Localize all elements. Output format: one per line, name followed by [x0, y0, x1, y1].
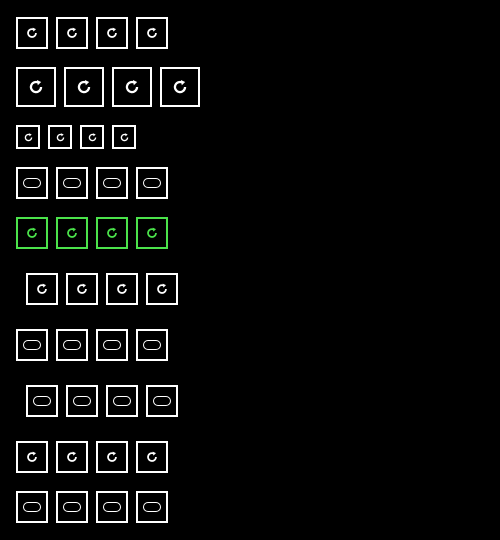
- pill-icon: [113, 396, 131, 406]
- pill-button[interactable]: [56, 329, 88, 361]
- pill-button[interactable]: [16, 167, 48, 199]
- refresh-button[interactable]: [66, 273, 98, 305]
- refresh-icon: [119, 132, 130, 143]
- pill-button[interactable]: [16, 491, 48, 523]
- pill-icon: [143, 502, 161, 512]
- pill-row-10: [16, 491, 176, 523]
- pill-icon: [143, 340, 161, 350]
- refresh-button[interactable]: [80, 125, 104, 149]
- refresh-row-6-indented: [26, 273, 186, 305]
- refresh-icon: [75, 282, 89, 296]
- pill-icon: [73, 396, 91, 406]
- pill-row-8-indented: [26, 385, 186, 417]
- refresh-button[interactable]: [56, 17, 88, 49]
- refresh-button[interactable]: [16, 441, 48, 473]
- refresh-button[interactable]: [136, 17, 168, 49]
- refresh-button[interactable]: [16, 67, 56, 107]
- refresh-row-1: [16, 17, 176, 49]
- refresh-row-3-small: [16, 125, 144, 149]
- pill-icon: [23, 178, 41, 188]
- refresh-icon: [65, 450, 79, 464]
- pill-button[interactable]: [96, 491, 128, 523]
- refresh-icon: [105, 226, 119, 240]
- refresh-button[interactable]: [56, 441, 88, 473]
- pill-button[interactable]: [16, 329, 48, 361]
- pill-icon: [103, 178, 121, 188]
- refresh-button-highlighted[interactable]: [96, 217, 128, 249]
- refresh-button[interactable]: [16, 125, 40, 149]
- refresh-icon: [155, 282, 169, 296]
- pill-icon: [103, 340, 121, 350]
- pill-icon: [143, 178, 161, 188]
- pill-icon: [63, 178, 81, 188]
- pill-button[interactable]: [56, 491, 88, 523]
- pill-button[interactable]: [96, 167, 128, 199]
- pill-icon: [33, 396, 51, 406]
- pill-icon: [63, 502, 81, 512]
- pill-icon: [63, 340, 81, 350]
- pill-button[interactable]: [56, 167, 88, 199]
- refresh-icon: [23, 132, 34, 143]
- refresh-icon: [25, 26, 39, 40]
- refresh-row-2-large: [16, 67, 208, 107]
- pill-icon: [23, 502, 41, 512]
- pill-button[interactable]: [136, 167, 168, 199]
- refresh-icon: [87, 132, 98, 143]
- refresh-icon: [35, 282, 49, 296]
- pill-button[interactable]: [66, 385, 98, 417]
- refresh-button[interactable]: [136, 441, 168, 473]
- pill-icon: [153, 396, 171, 406]
- refresh-icon: [65, 226, 79, 240]
- refresh-icon: [105, 26, 119, 40]
- refresh-icon: [65, 26, 79, 40]
- refresh-icon: [145, 26, 159, 40]
- pill-button[interactable]: [146, 385, 178, 417]
- pill-row-7: [16, 329, 176, 361]
- refresh-button[interactable]: [112, 125, 136, 149]
- refresh-icon: [75, 78, 93, 96]
- refresh-button[interactable]: [160, 67, 200, 107]
- refresh-icon: [145, 226, 159, 240]
- refresh-icon: [25, 450, 39, 464]
- refresh-button-highlighted[interactable]: [136, 217, 168, 249]
- refresh-button-highlighted[interactable]: [56, 217, 88, 249]
- pill-button[interactable]: [96, 329, 128, 361]
- refresh-icon: [27, 78, 45, 96]
- refresh-button[interactable]: [106, 273, 138, 305]
- pill-button[interactable]: [136, 329, 168, 361]
- refresh-icon: [123, 78, 141, 96]
- refresh-icon: [25, 226, 39, 240]
- refresh-button[interactable]: [26, 273, 58, 305]
- refresh-icon: [105, 450, 119, 464]
- refresh-button[interactable]: [16, 17, 48, 49]
- pill-row-4: [16, 167, 176, 199]
- refresh-button[interactable]: [112, 67, 152, 107]
- refresh-button-highlighted[interactable]: [16, 217, 48, 249]
- pill-button[interactable]: [136, 491, 168, 523]
- refresh-button[interactable]: [96, 17, 128, 49]
- refresh-button[interactable]: [64, 67, 104, 107]
- refresh-button[interactable]: [48, 125, 72, 149]
- refresh-row-9: [16, 441, 176, 473]
- pill-icon: [103, 502, 121, 512]
- pill-button[interactable]: [26, 385, 58, 417]
- refresh-button[interactable]: [96, 441, 128, 473]
- refresh-row-5-green: [16, 217, 176, 249]
- refresh-icon: [55, 132, 66, 143]
- refresh-icon: [145, 450, 159, 464]
- refresh-icon: [115, 282, 129, 296]
- pill-button[interactable]: [106, 385, 138, 417]
- pill-icon: [23, 340, 41, 350]
- refresh-icon: [171, 78, 189, 96]
- refresh-button[interactable]: [146, 273, 178, 305]
